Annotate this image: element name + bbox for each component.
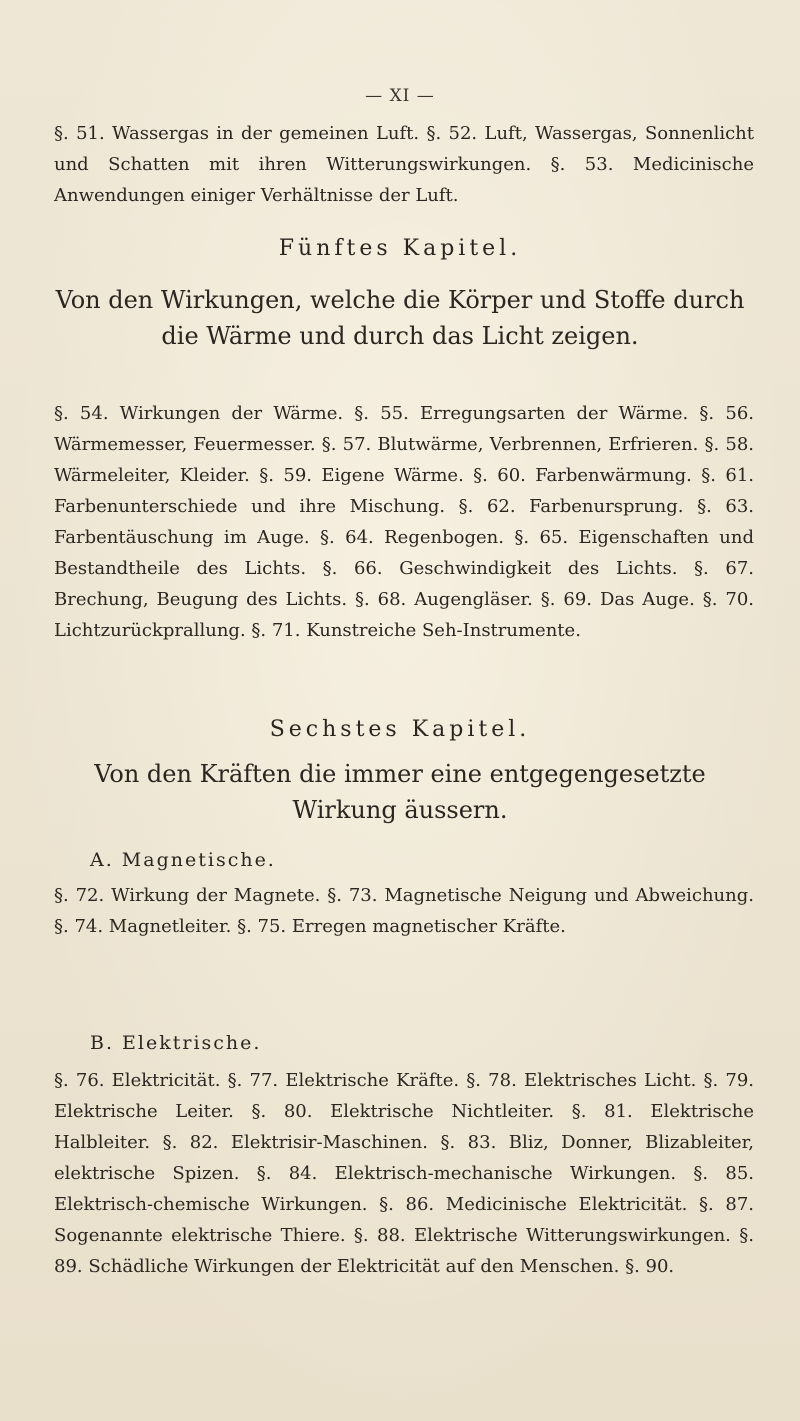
section-label-b: B. Elektrische. bbox=[90, 1032, 262, 1054]
toc-paragraph-chapter-5: §. 54. Wirkungen der Wärme. §. 55. Erregungsarten der Wärme. §. 56. Wärmemesser, Feuermesser. §. 57. Blutwärme, Verbrennen, Erfrieren. §. 58. Wärmeleiter, Kleider. §. 59. Eigene Wärme. §. 60. Farbenwärmung. §. 61. Farbenunterschiede und ihre Mischung. §. 62. Farbenursprung. §. 63. Farbentäuschung im Auge. §. 64. Regenbogen. §. 65. Eigenschaften und Bestandtheile des Lichts. §. 66. Geschwindigkeit des Lichts. §. 67. Brechung, Beugung des Lichts. §. 68. Augengläser. §. 69. Das Auge. §. 70. Lichtzurückprallung. §. 71. Kunstreiche Seh-Instrumente. bbox=[54, 403, 754, 641]
chapter-title-6: Sechstes Kapitel. bbox=[269, 717, 531, 742]
chapter-heading-5: Von den Wirkungen, welche die Körper und Stoffe durch die Wärme und durch das Licht zeigen. bbox=[55, 286, 745, 350]
toc-paragraph-intro: §. 51. Wassergas in der gemeinen Luft. §. 52. Luft, Wassergas, Sonnenlicht und Schatten mit ihren Witterungswirkungen. §. 53. Medicinische Anwendungen einiger Verhältnisse der Luft. bbox=[54, 123, 754, 206]
toc-paragraph-section-b: §. 76. Elektricität. §. 77. Elektrische Kräfte. §. 78. Elektrisches Licht. §. 79. Elektrische Leiter. §. 80. Elektrische Nichtleiter. §. 81. Elektrische Halbleiter. §. 82. Elektrisir-Maschinen. §. 83. Bliz, Donner, Blizableiter, elektrische Spizen. §. 84. Elektrisch-mechanische Wirkungen. §. 85. Elektrisch-chemische Wirkungen. §. 86. Medicinische Elektricität. §. 87. Sogenannte elektrische Thiere. §. 88. Elektrische Witterungswirkungen. §. 89. Schädliche Wirkungen der Elektricität auf den Menschen. §. 90. bbox=[54, 1070, 754, 1277]
section-label-a: A. Magnetische. bbox=[90, 849, 276, 871]
chapter-title-5: Fünftes Kapitel. bbox=[278, 236, 522, 261]
toc-paragraph-section-a: §. 72. Wirkung der Magnete. §. 73. Magnetische Neigung und Abweichung. §. 74. Magnetleiter. §. 75. Erregen magnetischer Kräfte. bbox=[54, 885, 754, 937]
page-number: — XI — bbox=[365, 86, 435, 106]
chapter-heading-6: Von den Kräften die immer eine entgegengesetzte Wirkung äussern. bbox=[94, 760, 706, 824]
